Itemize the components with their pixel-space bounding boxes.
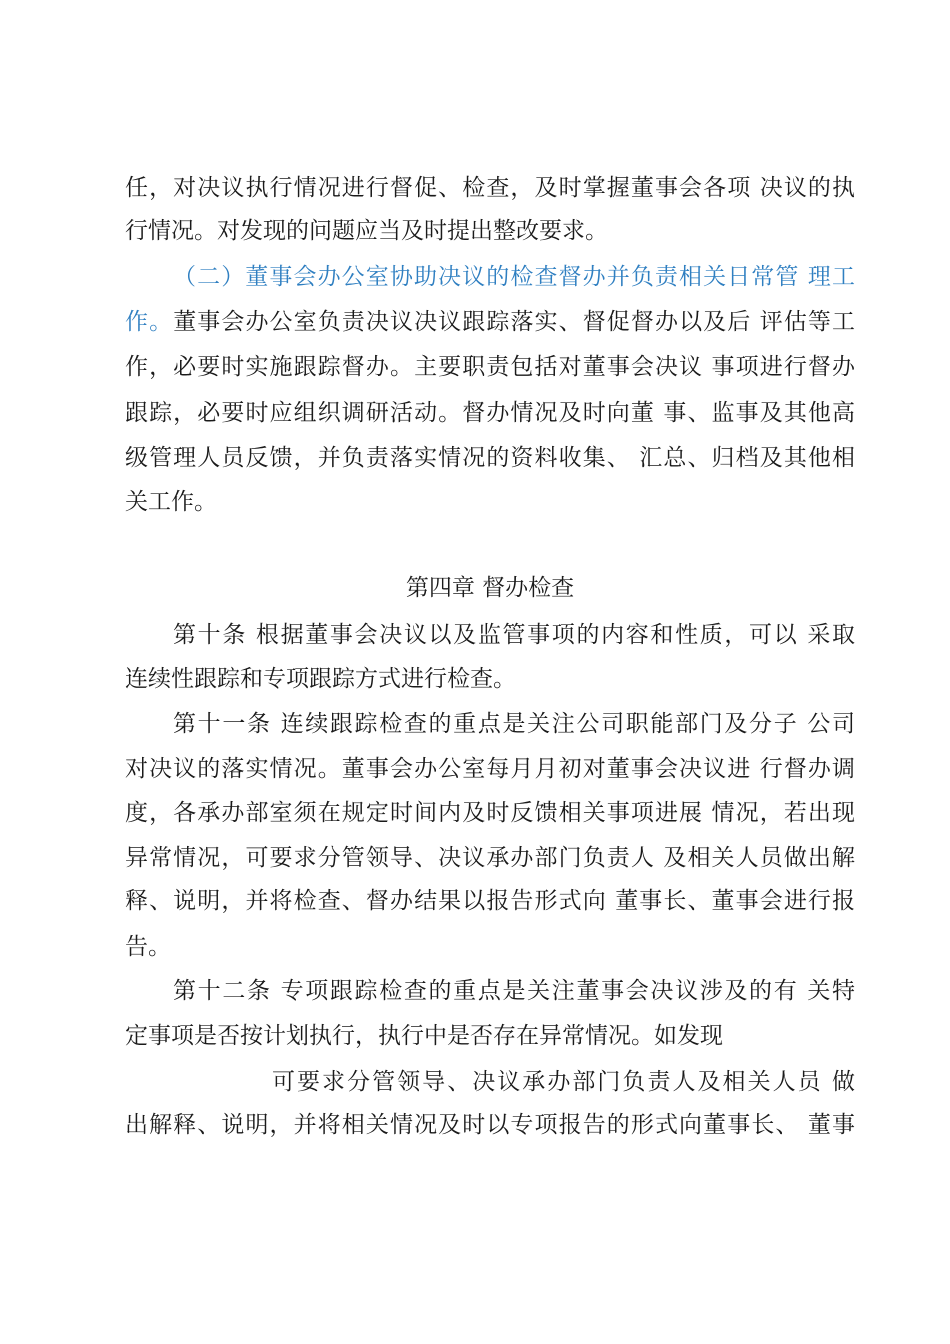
- article-12-line-1: 第十二条 专项跟踪检查的重点是关注董事会决议涉及的有 关特: [173, 978, 855, 1004]
- paragraph-2-line-2: [125, 307, 855, 337]
- article-11-line-2: 对决议的落实情况。董事会办公室每月月初对董事会决议进 行督办调: [125, 756, 855, 782]
- article-12-line-3: 可要求分管领导、决议承办部门负责人及相关人员 做: [272, 1069, 855, 1095]
- paragraph-2-line-2-text: 董事会办公室负责决议决议跟踪落实、督促督办以及后 评估等工: [173, 309, 855, 335]
- article-11-line-4: 异常情况，可要求分管领导、决议承办部门负责人 及相关人员做出解: [125, 845, 855, 871]
- paragraph-1-line-2: 行情况。对发现的问题应当及时提出整改要求。: [125, 218, 608, 244]
- paragraph-2-line-3: 作，必要时实施跟踪督办。主要职责包括对董事会决议 事项进行督办: [125, 354, 855, 380]
- paragraph-2-line-6: 关工作。: [125, 489, 217, 515]
- chapter-title: 第四章 督办检查: [405, 575, 575, 601]
- article-11-line-5: 释、说明，并将检查、督办结果以报告形式向 董事长、董事会进行报: [125, 888, 855, 914]
- article-10-line-2: 连续性跟踪和专项跟踪方式进行检查。: [125, 666, 516, 692]
- section-heading-text: （二）董事会办公室协助决议的检查督办并负责相关日常管 理工: [173, 264, 855, 290]
- paragraph-2-line-4: 跟踪，必要时应组织调研活动。督办情况及时向董 事、监事及其他高: [125, 400, 855, 426]
- article-11-line-6: 告。: [125, 934, 171, 960]
- section-heading-text-end: 作。: [125, 309, 174, 335]
- paragraph-2-line-5: 级管理人员反馈，并负责落实情况的资料收集、 汇总、归档及其他相: [125, 445, 855, 471]
- article-11-line-1: 第十一条 连续跟踪检查的重点是关注公司职能部门及分子 公司: [173, 711, 855, 737]
- paragraph-2-heading: [173, 262, 855, 292]
- paragraph-1-line-1: 任，对决议执行情况进行督促、检查，及时掌握董事会各项 决议的执: [125, 175, 855, 201]
- article-12-line-4: 出解释、说明，并将相关情况及时以专项报告的形式向董事长、 董事: [125, 1112, 855, 1138]
- article-10-line-1: 第十条 根据董事会决议以及监管事项的内容和性质，可以 采取: [173, 622, 855, 648]
- article-12-line-2: 定事项是否按计划执行，执行中是否存在异常情况。如发现: [125, 1023, 723, 1049]
- article-11-line-3: 度，各承办部室须在规定时间内及时反馈相关事项进展 情况，若出现: [125, 800, 855, 826]
